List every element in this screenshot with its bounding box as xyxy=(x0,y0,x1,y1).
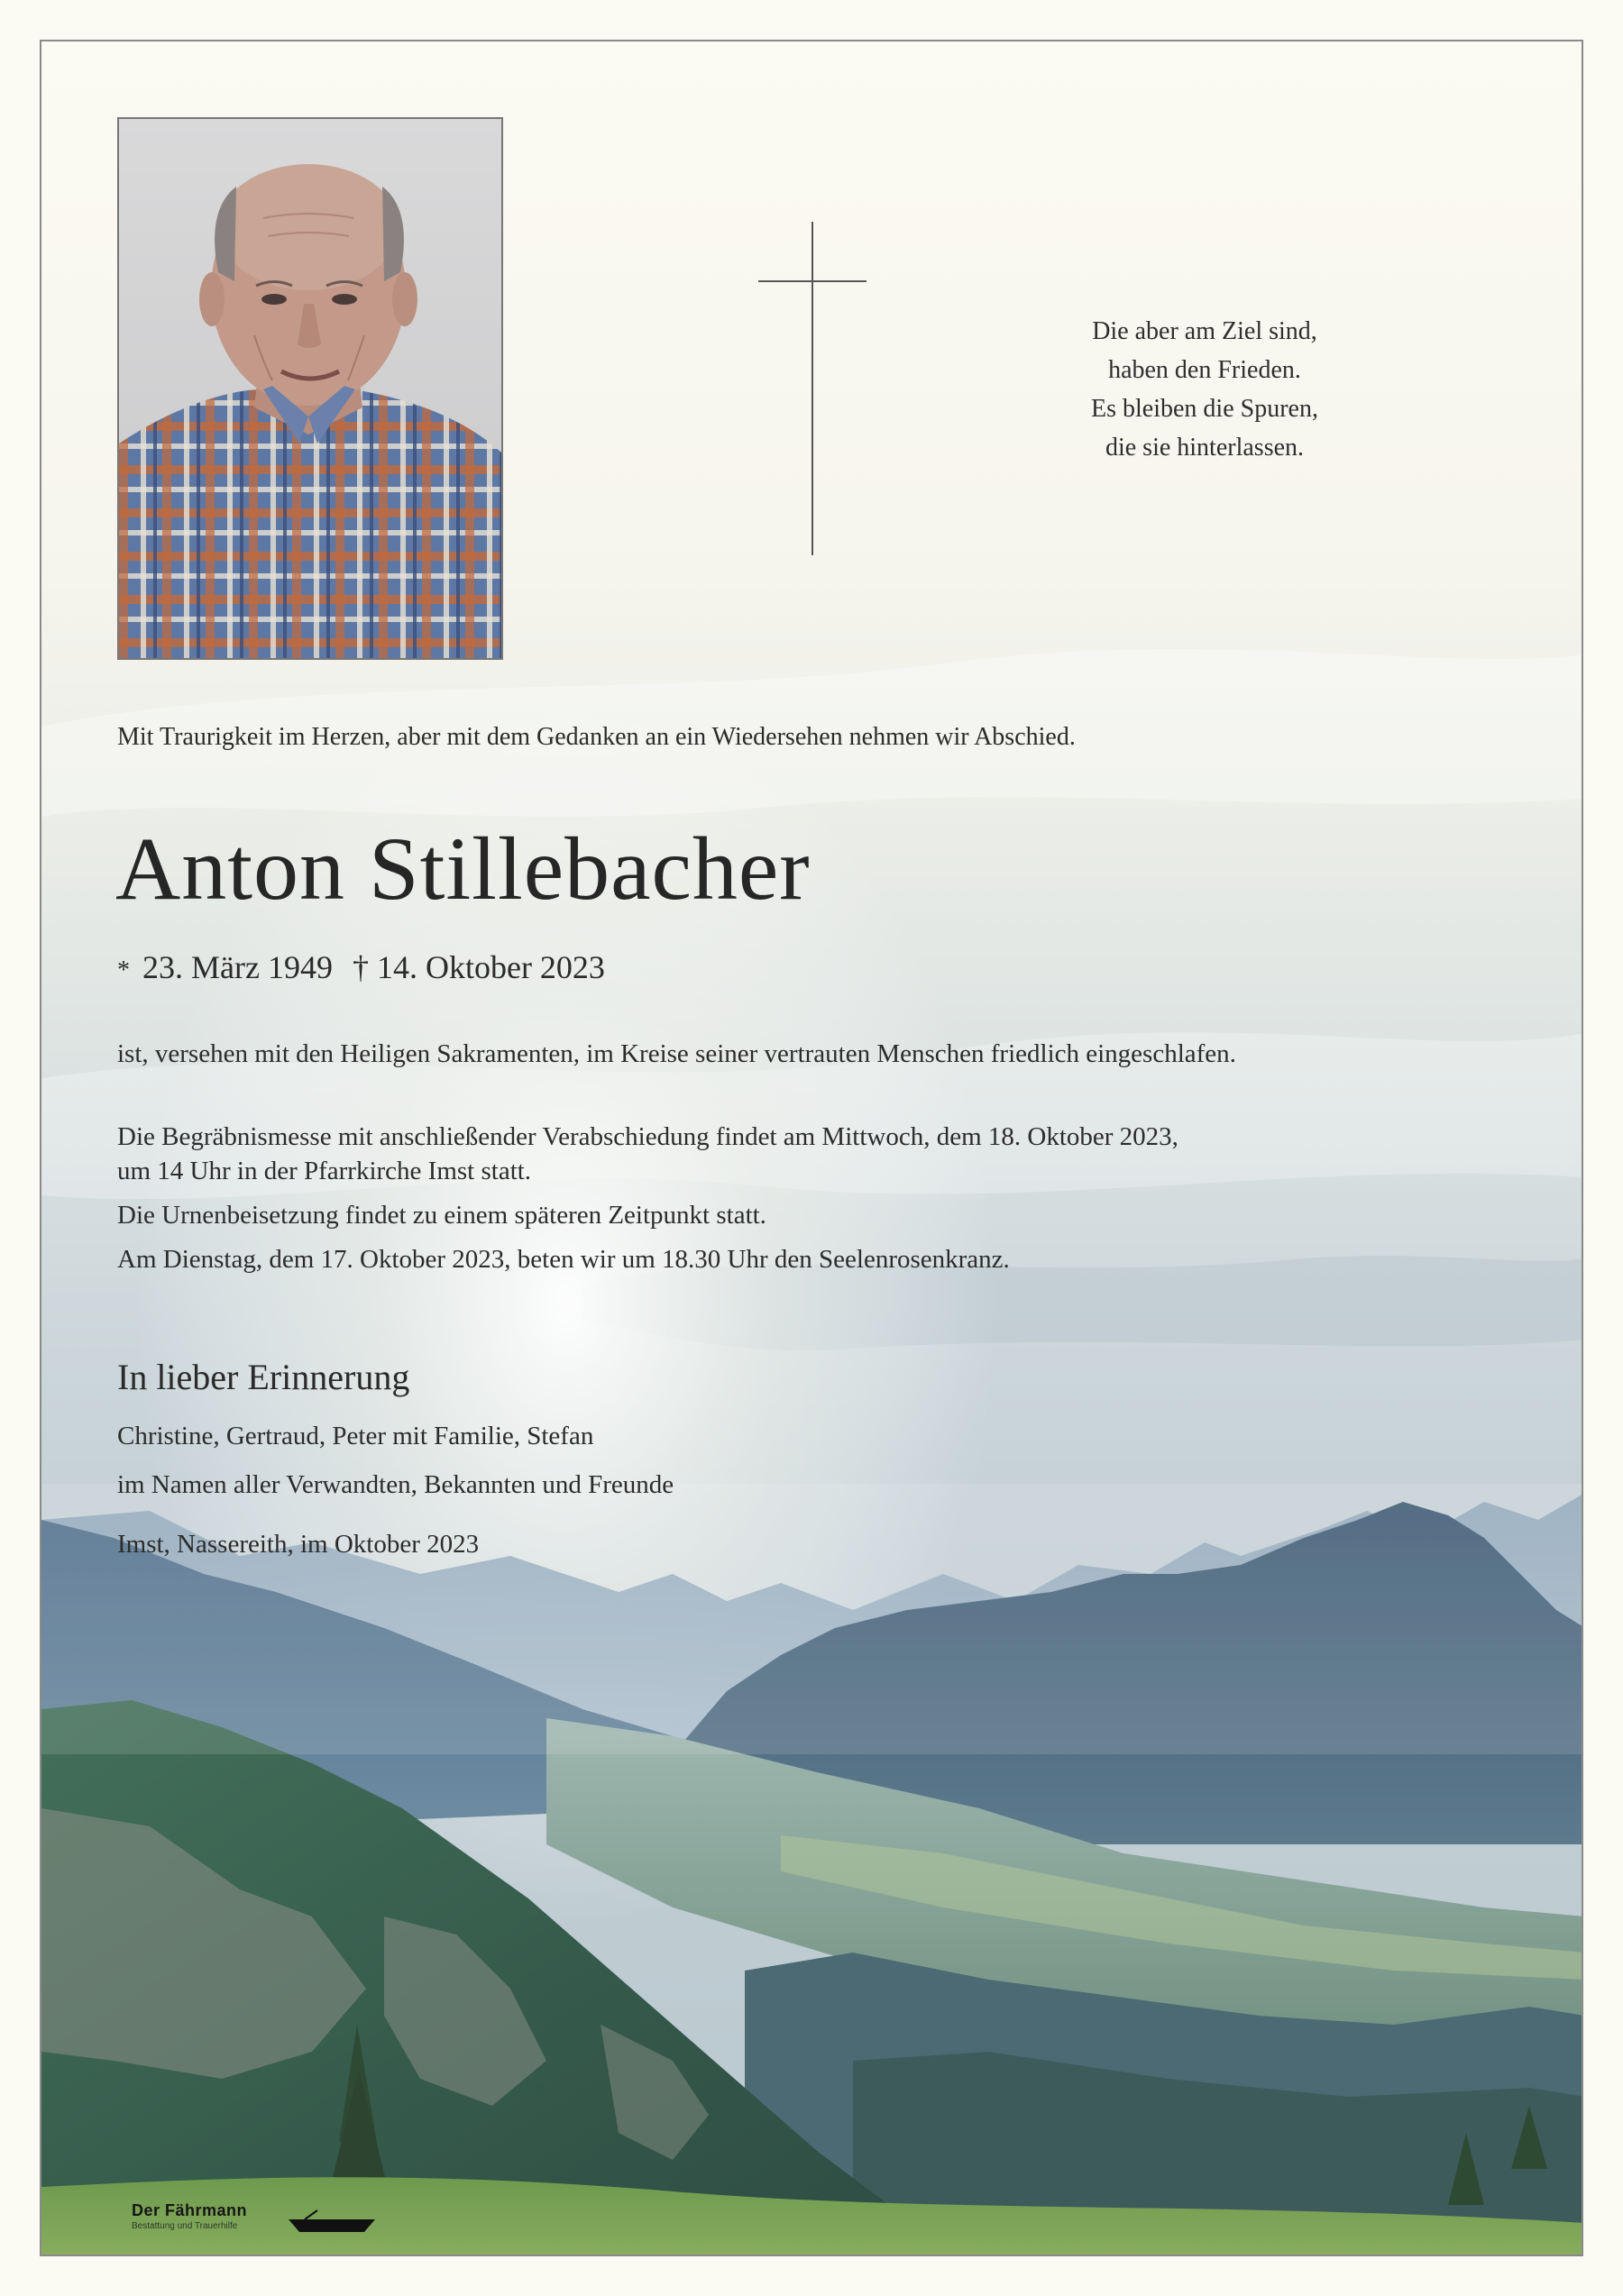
life-dates xyxy=(117,948,605,986)
funeral-home-logo xyxy=(132,2201,384,2252)
boat-icon xyxy=(287,2209,377,2236)
death-date: 14. Oktober 2023 xyxy=(376,949,605,985)
rosary-line: Am Dienstag, dem 17. Oktober 2023, beten wir um 18.30 Uhr den Seelenrosenkranz. xyxy=(117,1245,1010,1274)
portrait-photo xyxy=(117,117,503,660)
mass-line-2: um 14 Uhr in der Pfarrkirche Imst statt. xyxy=(117,1157,532,1185)
verse-line: Es bleiben die Spuren, xyxy=(1091,395,1318,423)
cross-icon xyxy=(758,222,867,555)
relatives-line: im Namen aller Verwandten, Bekannten und Freunde xyxy=(117,1470,674,1499)
death-cross-icon: † xyxy=(352,949,369,985)
parte-card xyxy=(40,40,1583,2256)
verse-line: Die aber am Ziel sind, xyxy=(1092,317,1317,345)
birth-star-icon: * xyxy=(117,956,130,984)
memory-heading: In lieber Erinnerung xyxy=(117,1357,410,1397)
deceased-name: Anton Stillebacher xyxy=(115,819,811,919)
passing-text: ist, versehen mit den Heiligen Sakramenten, im Kreise seiner vertrauten Menschen friedlich eingeschlafen. xyxy=(117,1039,1236,1068)
verse-line: haben den Frieden. xyxy=(1108,356,1301,384)
family-names: Christine, Gertraud, Peter mit Familie, Stefan xyxy=(117,1422,594,1450)
urn-line: Die Urnenbeisetzung findet zu einem späteren Zeitpunkt statt. xyxy=(117,1201,766,1230)
mass-line-1: Die Begräbnismesse mit anschließender Verabschiedung findet am Mittwoch, dem 18. Oktober 2023, xyxy=(117,1122,1178,1151)
funeral-home-tagline: Bestattung und Trauerhilfe xyxy=(132,2221,238,2231)
verse-line: die sie hinterlassen. xyxy=(1105,434,1305,462)
verse xyxy=(1051,312,1358,467)
place-date: Imst, Nassereith, im Oktober 2023 xyxy=(117,1530,480,1559)
funeral-home-name: Der Fährmann xyxy=(132,2201,248,2219)
intro-text: Mit Traurigkeit im Herzen, aber mit dem Gedanken an ein Wiedersehen nehmen wir Abschied. xyxy=(117,723,1076,751)
birth-date: 23. März 1949 xyxy=(142,949,333,985)
